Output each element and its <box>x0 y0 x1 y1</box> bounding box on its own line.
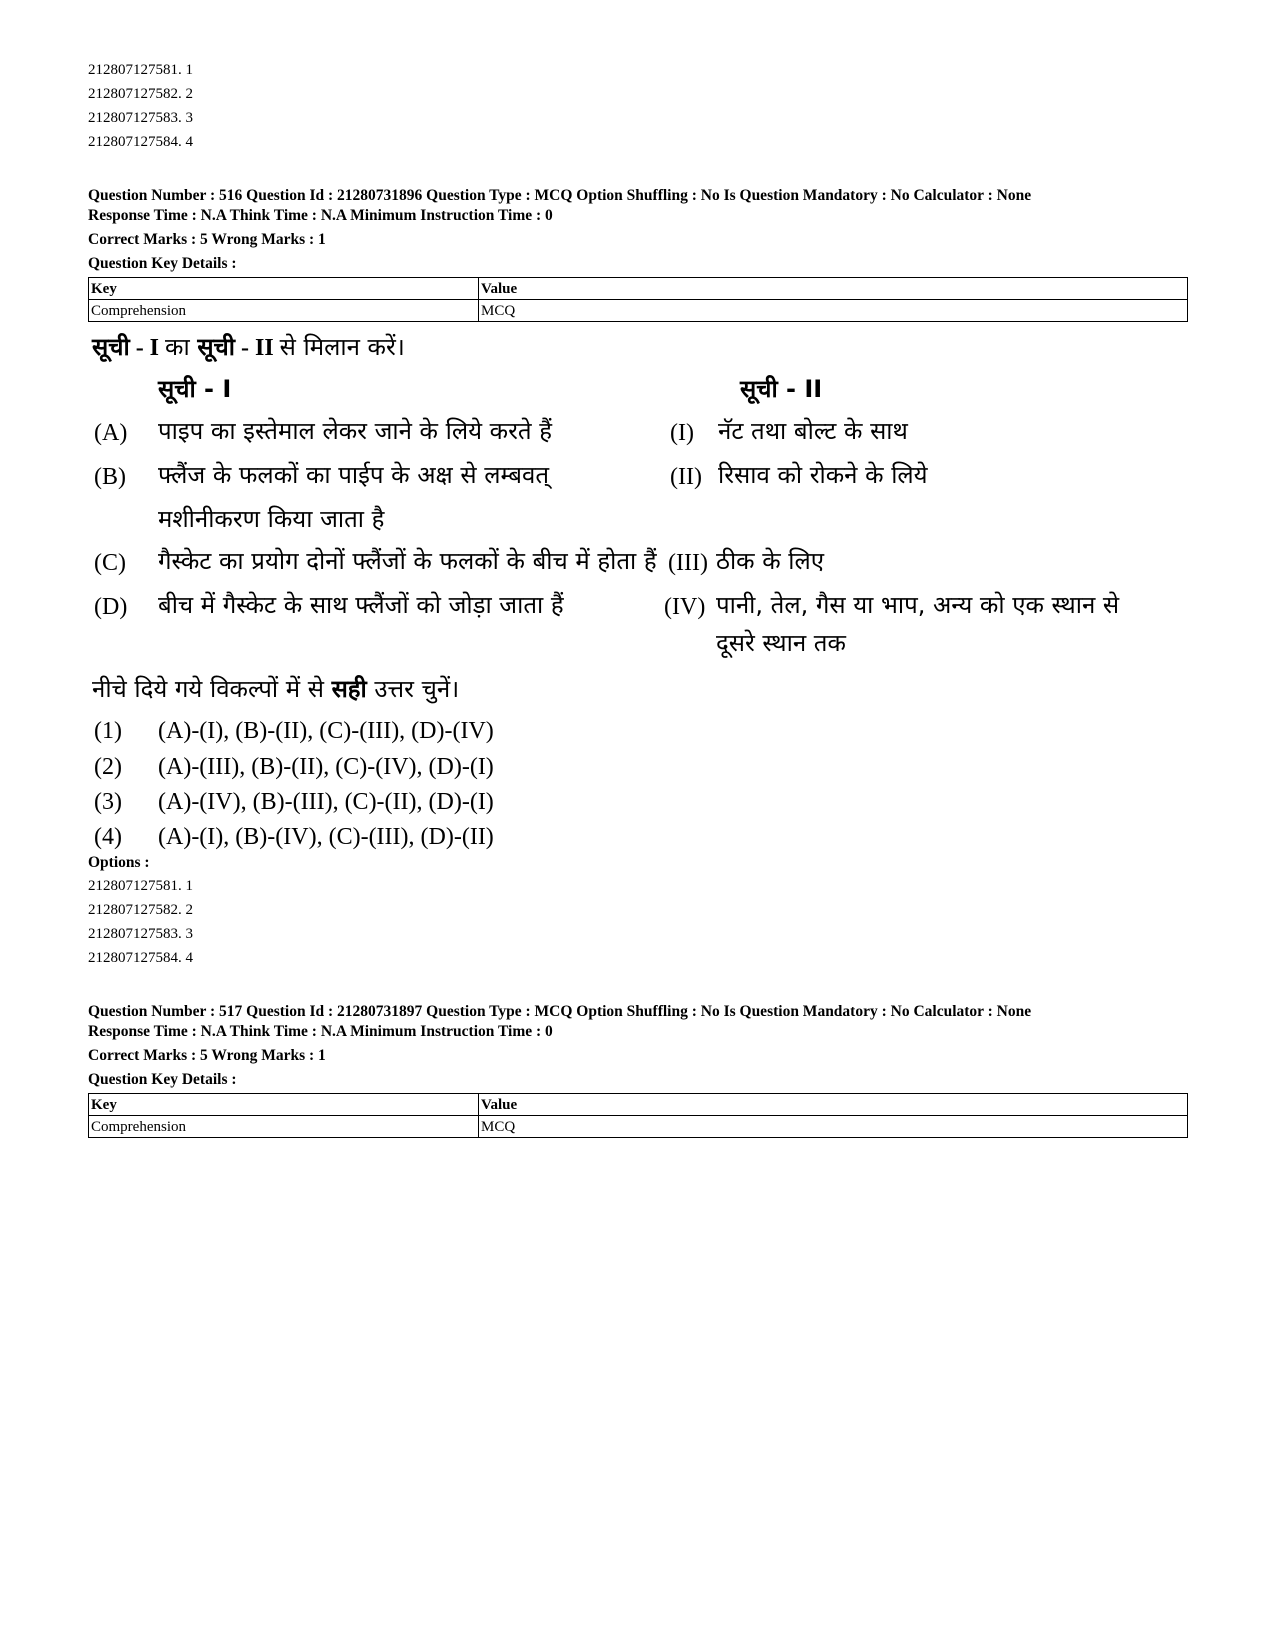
option-line: 212807127582. 2 <box>88 86 193 102</box>
question-meta-line2: Response Time : N.A Think Time : N.A Minimum Instruction Time : 0 <box>88 1023 553 1040</box>
list1-item: बीच में गैस्केट के साथ फ्लैंजों को जोड़ा जाता हैं <box>158 591 564 619</box>
list2-label: (I) <box>670 420 694 446</box>
option-line: 212807127583. 3 <box>88 110 193 126</box>
list1-item: मशीनीकरण किया जाता है <box>158 505 385 533</box>
question-meta-line2: Response Time : N.A Think Time : N.A Minimum Instruction Time : 0 <box>88 207 553 224</box>
choice-text: (A)-(I), (B)-(IV), (C)-(III), (D)-(II) <box>158 824 494 850</box>
table-header-key: Key <box>89 1094 479 1116</box>
list1-heading: सूची - I <box>158 375 232 403</box>
choice-number: (3) <box>94 789 122 815</box>
list1-label: (C) <box>94 550 126 576</box>
option-line: 212807127584. 4 <box>88 950 193 966</box>
list2-heading: सूची - II <box>740 375 823 403</box>
list1-item: गैस्केट का प्रयोग दोनों फ्लैंजों के फलकों के बीच में होता हैं <box>158 547 657 575</box>
list2-item: ठीक के लिए <box>716 547 825 575</box>
question-key-details-label: Question Key Details : <box>88 1071 237 1088</box>
question-instruction: सूची - I का सूची - II से मिलान करें। <box>92 333 405 361</box>
list1-label: (A) <box>94 420 128 446</box>
table-cell-key: Comprehension <box>89 300 479 322</box>
list1-item: फ्लैंज के फलकों का पाईप के अक्ष से लम्बवत् <box>158 461 550 489</box>
list2-label: (III) <box>668 550 708 576</box>
choice-text: (A)-(IV), (B)-(III), (C)-(II), (D)-(I) <box>158 789 494 815</box>
table-cell-key: Comprehension <box>89 1116 479 1138</box>
list2-item: पानी, तेल, गैस या भाप, अन्य को एक स्थान से <box>716 591 1120 619</box>
choice-number: (4) <box>94 824 122 850</box>
choice-number: (1) <box>94 718 122 744</box>
table-header-row <box>89 1094 1188 1116</box>
options-label: Options : <box>88 854 150 871</box>
option-line: 212807127582. 2 <box>88 902 193 918</box>
question-516-block <box>88 186 1188 970</box>
table-cell-value: MCQ <box>479 300 1188 322</box>
question-marks: Correct Marks : 5 Wrong Marks : 1 <box>88 231 326 248</box>
choice-text: (A)-(III), (B)-(II), (C)-(IV), (D)-(I) <box>158 754 494 780</box>
question-marks: Correct Marks : 5 Wrong Marks : 1 <box>88 1047 326 1064</box>
table-cell-value: MCQ <box>479 1116 1188 1138</box>
table-header-value: Value <box>479 278 1188 300</box>
list2-label: (IV) <box>664 594 706 620</box>
question-key-details-label: Question Key Details : <box>88 255 237 272</box>
option-line: 212807127581. 1 <box>88 62 193 78</box>
question-key-table <box>88 277 1188 322</box>
list1-item: पाइप का इस्तेमाल लेकर जाने के लिये करते हैं <box>158 417 552 445</box>
question-517-block <box>88 1002 1188 1138</box>
list1-label: (D) <box>94 594 128 620</box>
choose-instruction: नीचे दिये गये विकल्पों में से सही उत्तर चुनें। <box>92 675 460 703</box>
table-header-key: Key <box>89 278 479 300</box>
choice-text: (A)-(I), (B)-(II), (C)-(III), (D)-(IV) <box>158 718 494 744</box>
document-page <box>88 58 1188 1138</box>
list1-label: (B) <box>94 464 126 490</box>
table-row <box>89 300 1188 322</box>
question-meta-line1: Question Number : 516 Question Id : 21280731896 Question Type : MCQ Option Shuffling : No Is Question Mandatory : No Calculator : None <box>88 187 1032 204</box>
previous-options <box>88 58 1188 154</box>
option-line: 212807127584. 4 <box>88 134 193 150</box>
table-header-value: Value <box>479 1094 1188 1116</box>
option-line: 212807127581. 1 <box>88 878 193 894</box>
choice-number: (2) <box>94 754 122 780</box>
list2-label: (II) <box>670 464 702 490</box>
table-row <box>89 1116 1188 1138</box>
list2-item: रिसाव को रोकने के लिये <box>718 461 928 489</box>
list2-item: नॅट तथा बोल्ट के साथ <box>718 417 908 445</box>
option-line: 212807127583. 3 <box>88 926 193 942</box>
question-key-table <box>88 1093 1188 1138</box>
list2-item: दूसरे स्थान तक <box>716 629 846 657</box>
table-header-row <box>89 278 1188 300</box>
question-body <box>88 322 1188 852</box>
question-meta-line1: Question Number : 517 Question Id : 21280731897 Question Type : MCQ Option Shuffling : No Is Question Mandatory : No Calculator : None <box>88 1003 1032 1020</box>
